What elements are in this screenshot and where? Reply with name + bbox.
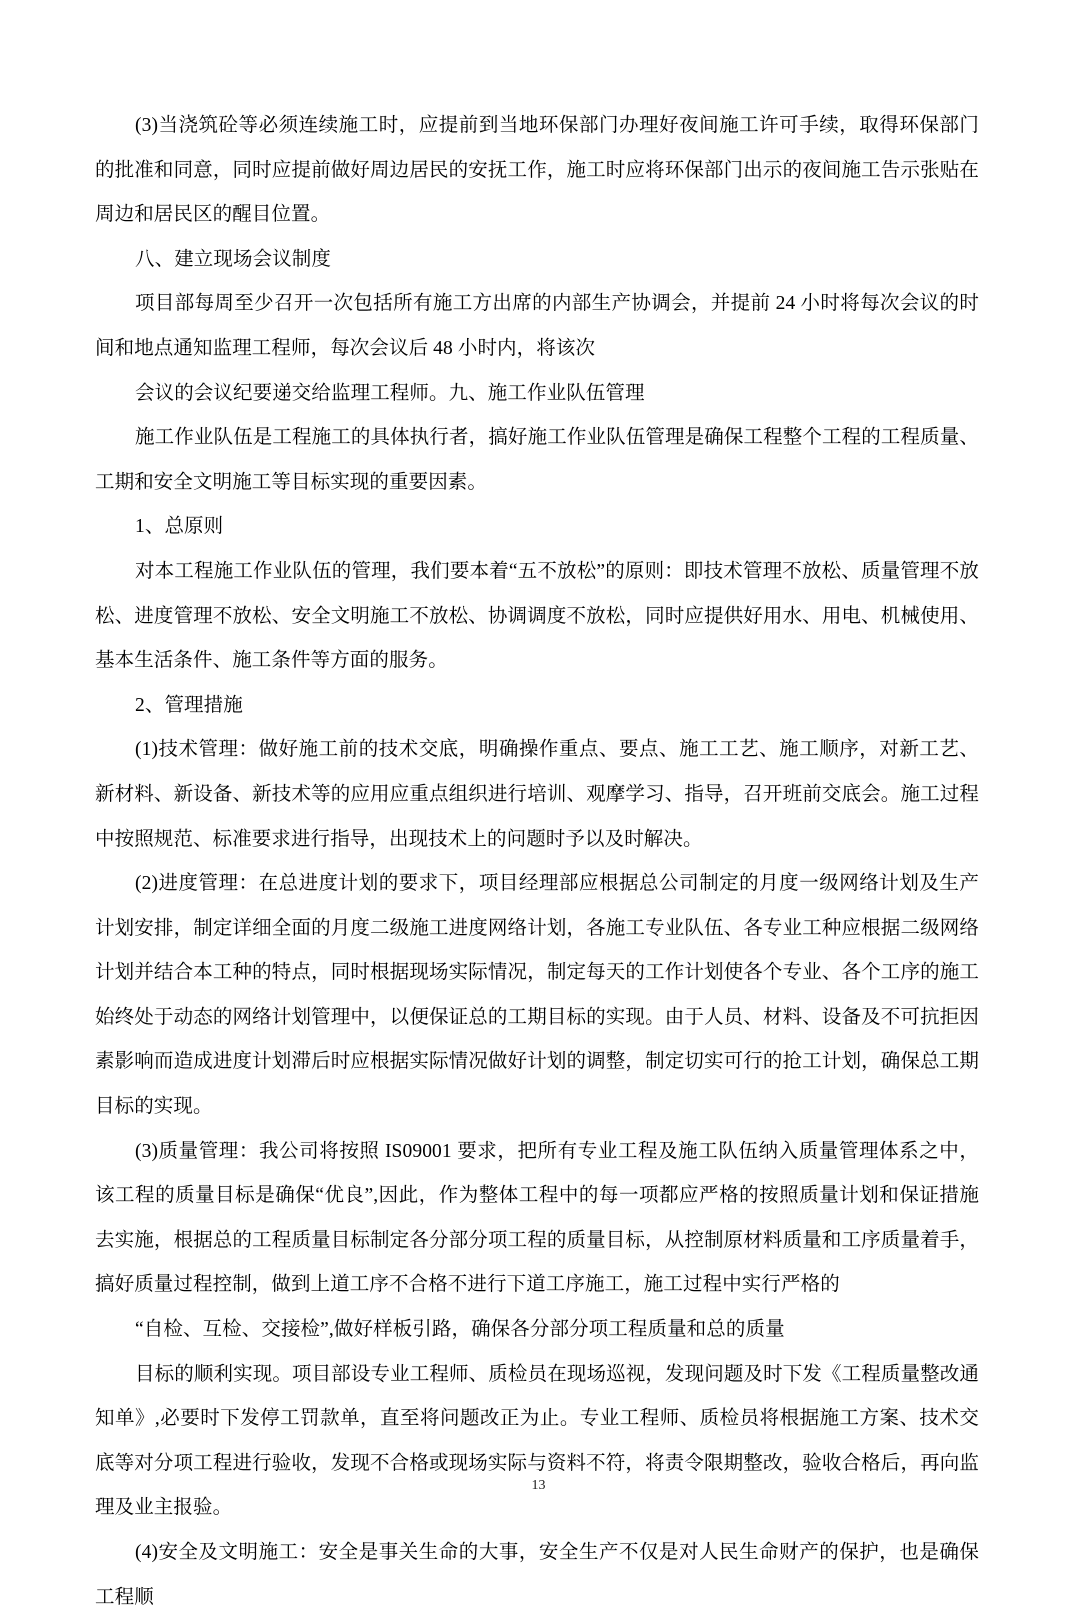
para-construction-team-importance: 施工作业队伍是工程施工的具体执行者，搞好施工作业队伍管理是确保工程整个工程的工程质量、工期和安全文明施工等目标实现的重要因素。 <box>95 427 979 493</box>
heading-general-principles: 1、总原则 <box>135 516 224 538</box>
para-night-construction-permit: (3)当浇筑砼等必须连续施工时，应提前到当地环保部门办理好夜间施工许可手续，取得环保部门的批准和同意，同时应提前做好周边居民的安抚工作，施工时应将环保部门出示的夜间施工告示张贴在周边和居民区的醒目位置。 <box>95 115 979 226</box>
document-body <box>95 104 979 1620</box>
page-number: 13 <box>531 1478 546 1493</box>
para-meeting-minutes-submission: 会议的会议纪要递交给监理工程师。九、施工作业队伍管理 <box>135 382 645 404</box>
para-weekly-coordination-meeting: 项目部每周至少召开一次包括所有施工方出席的内部生产协调会，并提前 24 小时将每次会议的时间和地点通知监理工程师，每次会议后 48 小时内，将该次 <box>95 293 979 359</box>
para-technical-management: (1)技术管理：做好施工前的技术交底，明确操作重点、要点、施工工艺、施工顺序，对新工艺、新材料、新设备、新技术等的应用应重点组织进行培训、观摩学习、指导，召开班前交底会。施工过程中按照规范、标准要求进行指导，出现技术上的问题时予以及时解决。 <box>95 739 979 850</box>
heading-management-measures: 2、管理措施 <box>135 694 243 716</box>
para-progress-management: (2)进度管理：在总进度计划的要求下，项目经理部应根据总公司制定的月度一级网络计划及生产计划安排，制定详细全面的月度二级施工进度网络计划，各施工专业队伍、各专业工种应根据二级网络计划并结合本工种的特点，同时根据现场实际情况，制定每天的工作计划使各个专业、各个工序的施工始终处于动态的网络计划管理中，以便保证总的工期目标的实现。由于人员、材料、设备及不可抗拒因素影响而造成进度计划滞后时应根据实际情况做好计划的调整，制定切实可行的抢工计划，确保总工期目标的实现。 <box>95 873 979 1118</box>
para-five-no-relaxation: 对本工程施工作业队伍的管理，我们要本着“五不放松”的原则：即技术管理不放松、质量管理不放松、进度管理不放松、安全文明施工不放松、协调调度不放松，同时应提供好用水、用电、机械使用、基本生活条件、施工条件等方面的服务。 <box>95 560 979 672</box>
para-safety-civilized-construction: (4)安全及文明施工：安全是事关生命的大事，安全生产不仅是对人民生命财产的保护，也是确保工程顺 <box>95 1542 979 1608</box>
heading-site-meeting-system: 八、建立现场会议制度 <box>135 248 332 270</box>
para-self-mutual-handover-inspection: “自检、互检、交接检”,做好样板引路，确保各分部分项工程质量和总的质量 <box>135 1319 785 1341</box>
para-quality-management: (3)质量管理：我公司将按照 IS09001 要求，把所有专业工程及施工队伍纳入质量管理体系之中，该工程的质量目标是确保“优良”,因此，作为整体工程中的每一项都应严格的按照质量计划和保证措施去实施，根据总的工程质量目标制定各分部分项工程的质量目标，从控制原材料质量和工序质量着手，搞好质量过程控制，做到上道工序不合格不进行下道工序施工，施工过程中实行严格的 <box>95 1140 979 1296</box>
para-quality-goal-realization: 目标的顺利实现。项目部设专业工程师、质检员在现场巡视，发现问题及时下发《工程质量整改通知单》,必要时下发停工罚款单，直至将问题改正为止。专业工程师、质检员将根据施工方案、技术交底等对分项工程进行验收，发现不合格或现场实际与资料不符，将责令限期整改，验收合格后，再向监理及业主报验。 <box>95 1363 979 1519</box>
